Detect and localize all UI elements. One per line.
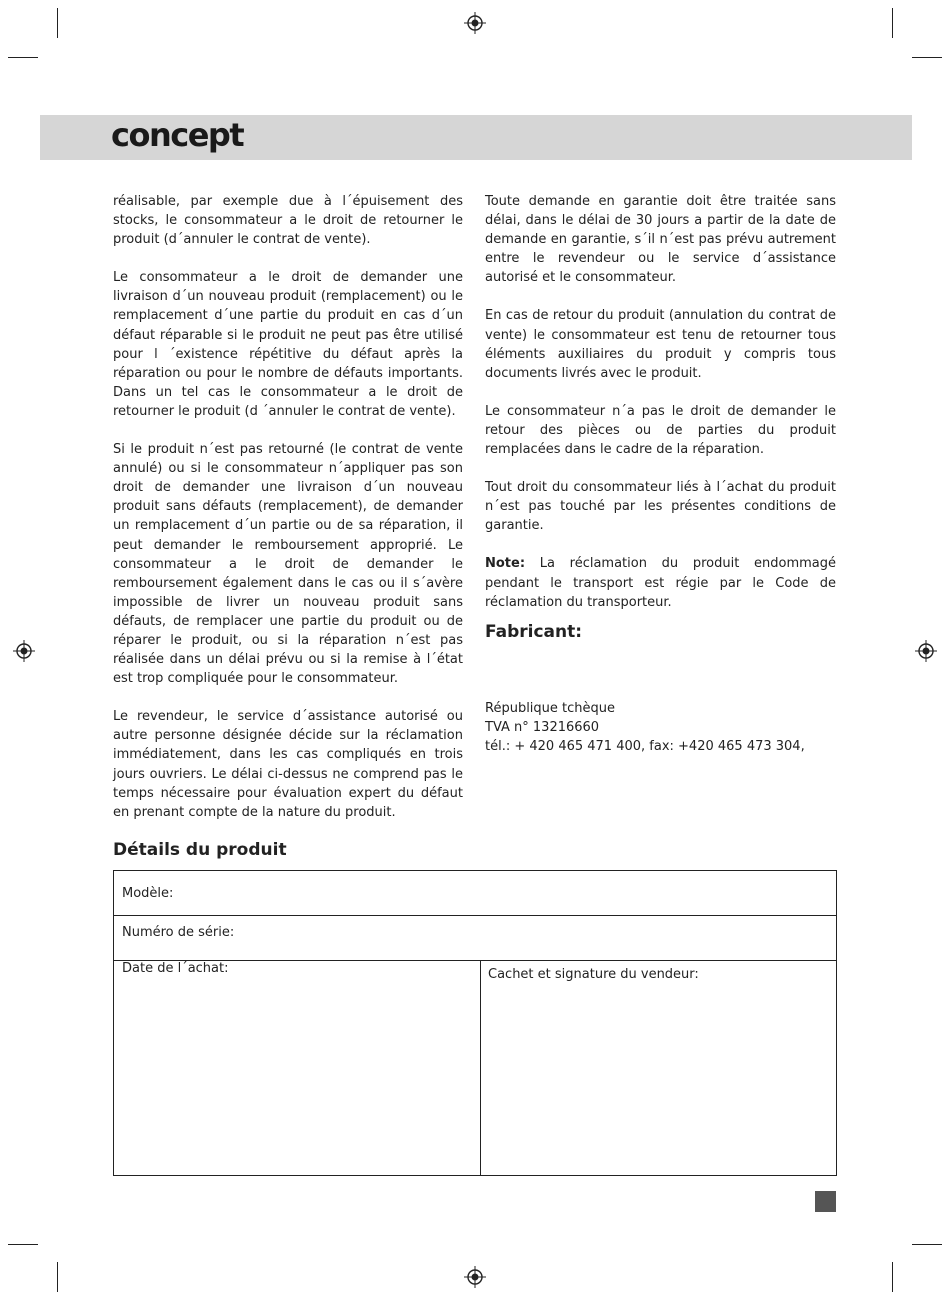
registration-mark-icon [915,640,937,662]
note-label: Note: [485,556,526,572]
crop-mark [57,8,58,38]
serial-number-field-label: Numéro de série: [122,925,235,940]
paragraph: Tout droit du consommateur liés à l´achat du produit n´est pas touché par les présentes conditions de garantie. [485,480,836,534]
seller-stamp-field-label: Cachet et signature du vendeur: [488,967,699,982]
left-column [113,192,463,841]
registration-mark-icon [464,12,486,34]
manufacturer-address [485,699,805,756]
form-divider [480,961,481,1175]
crop-mark [892,1262,893,1292]
paragraph: Le revendeur, le service d´assistance autorisé ou autre personne désignée décide sur la réclamation immédiatement, dans les cas compliqués en trois jours ouvriers. Le délai ci-dessus ne comprend pas le temps nécessaire pour évaluation expert du défaut en prenant compte de la nature du produit. [113,709,463,820]
crop-mark [57,1262,58,1292]
paragraph: Si le produit n´est pas retourné (le contrat de vente annulé) ou si le consommateur n´appliquer pas son droit de demander une livraison d´un nouveau produit sans défauts (remplacement), de demander un remplacement d´un partie ou de sa réparation, il peut demander le remboursement approprié. Le consommateur a le droit de demander le remboursement également dans le cas ou il s´avère impossible de livrer un nouveau produit sans défauts, de remplacer une partie du produit ou de réparer le produit, ou si la réparation n´est pas réalisée dans un délai prévu ou si la remise à l´état est trop compliquée pour le consommateur. [113,442,463,687]
registration-mark-icon [13,640,35,662]
paragraph: réalisable, par exemple due à l´épuisement des stocks, le consommateur a le droit de retourner le produit (d´annuler le contrat de vente). [113,194,463,248]
product-details-heading: Détails du produit [113,840,287,860]
purchase-date-field-label: Date de l´achat: [122,961,229,976]
crop-mark [892,8,893,38]
right-column [485,192,836,642]
page-marker [815,1191,836,1212]
paragraph: Le consommateur a le droit de demander une livraison d´un nouveau produit (remplacement) ou le remplacement d´une partie du produit en cas d´un défaut réparable si le produit ne peut pas être utilisé pour l ´existence répétitive du défaut après la réparation ou pour le nombre de défauts importants. Dans un tel cas le consommateur a le droit de retourner le produit (d ´annuler le contrat de vente). [113,270,463,419]
model-field-label: Modèle: [122,886,174,901]
product-details-form [113,870,837,1176]
manufacturer-heading: Fabricant: [485,621,583,642]
crop-mark [8,1244,38,1245]
crop-mark [912,1244,942,1245]
form-divider [114,915,836,916]
paragraph: En cas de retour du produit (annulation du contrat de vente) le consommateur est tenu de retourner tous éléments auxiliaires du produit y compris tous documents livrés avec le produit. [485,308,836,381]
brand-logo: concept [111,116,244,154]
note-text: La réclamation du produit endommagé pendant le transport est régie par le Code de réclamation du transporteur. [485,556,836,610]
paragraph: Le consommateur n´a pas le droit de demander le retour des pièces ou de parties du produit remplacées dans le cadre de la réparation. [485,403,836,458]
manufacturer-vat: TVA n° 13216660 [485,720,600,736]
manufacturer-contact: tél.: + 420 465 471 400, fax: +420 465 473 304, [485,739,805,755]
crop-mark [8,57,38,58]
paragraph: Toute demande en garantie doit être traitée sans délai, dans le délai de 30 jours a partir de la date de demande en garantie, s´il n´est pas prévu autrement entre le revendeur ou le service d´assistance autorisé et le consommateur. [485,194,836,286]
crop-mark [912,57,942,58]
registration-mark-icon [464,1266,486,1288]
note-paragraph [485,554,836,611]
manufacturer-country: République tchèque [485,701,616,716]
